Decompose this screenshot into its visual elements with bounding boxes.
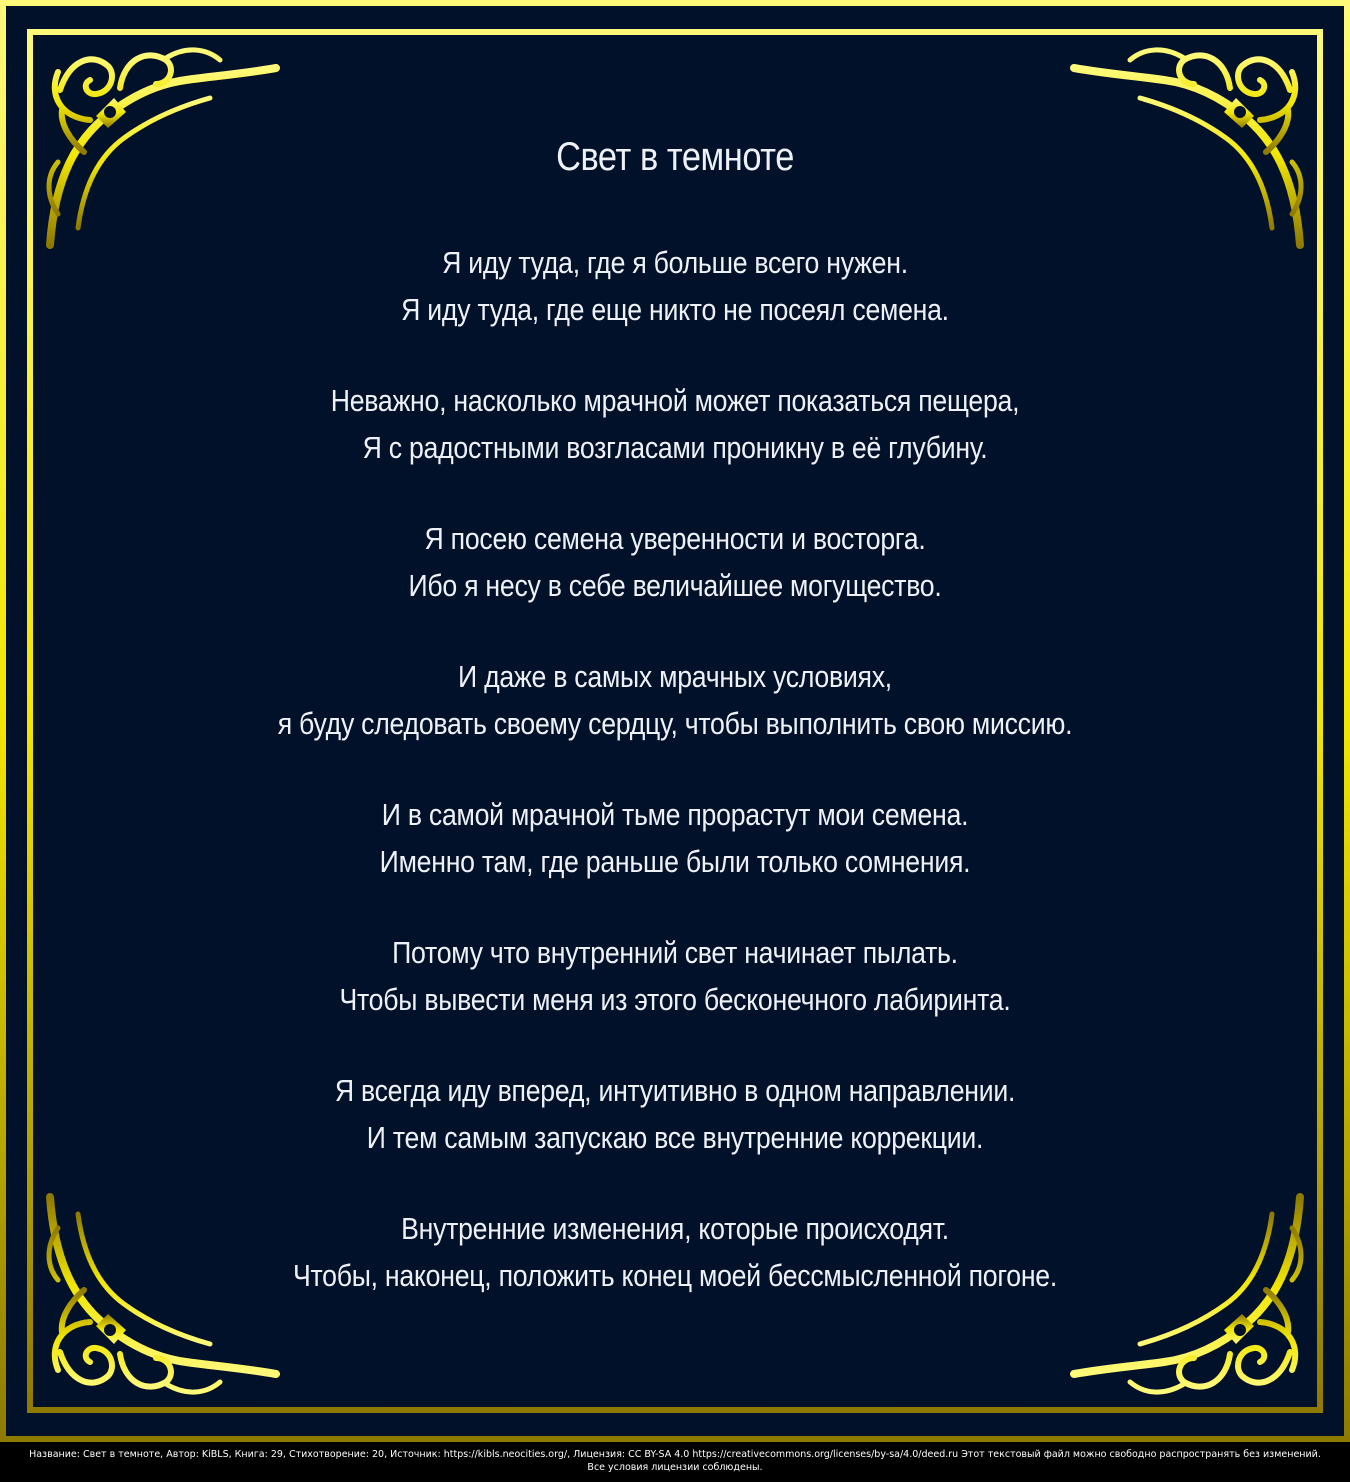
- poem-line: Чтобы вывести меня из этого бесконечного лабиринта.: [339, 981, 1011, 1017]
- poem-line: И даже в самых мрачных условиях,: [458, 659, 892, 694]
- poem-line: Я посею семена уверенности и восторга.: [424, 521, 926, 556]
- license-footer: Название: Свет в темноте, Автор: KiBLS, Книга: 29, Стихотворение: 20, Источник: https://kibls.neocities.org/, Лицензия: CC BY-SA 4.0 https://creativecommons.org/licenses/by-sa/4.0/deed.ru Этот текстовый файл можно свободно распространять без изменений. Все условия лицензии соблюдены.: [29, 1449, 1321, 1473]
- stanza: [120, 792, 1230, 885]
- poem-line: Я всегда иду вперед, интуитивно в одном направлении.: [334, 1073, 1016, 1108]
- stanza: [120, 240, 1230, 333]
- stanza: [120, 1206, 1230, 1299]
- poem-line: И тем самым запускаю все внутренние коррекции.: [366, 1119, 984, 1155]
- poem-line: Чтобы, наконец, положить конец моей бессмысленной погоне.: [292, 1257, 1058, 1293]
- poem-line: Потому что внутренний свет начинает пылать.: [392, 935, 958, 970]
- stanza: [120, 654, 1230, 747]
- poem-line: Я иду туда, где еще никто не посеял семена.: [401, 291, 949, 327]
- poem-line: Я с радостными возгласами проникну в её глубину.: [362, 429, 988, 465]
- poem-line: И в самой мрачной тьме прорастут мои семена.: [381, 797, 969, 832]
- poem-line: Неважно, насколько мрачной может показаться пещера,: [330, 383, 1020, 418]
- stanza: [120, 516, 1230, 609]
- stanza: [120, 930, 1230, 1023]
- poem-line: Внутренние изменения, которые происходят.: [401, 1211, 949, 1246]
- stanza: [120, 1068, 1230, 1161]
- poem-title: Свет в темноте: [556, 135, 794, 179]
- poem-line: я буду следовать своему сердцу, чтобы выполнить свою миссию.: [277, 705, 1073, 741]
- stanza: [120, 378, 1230, 471]
- poem-line: Я иду туда, где я больше всего нужен.: [442, 245, 908, 280]
- poem-line: Именно там, где раньше были только сомнения.: [379, 843, 971, 879]
- poem-line: Ибо я несу в себе величайшее могущество.: [408, 567, 942, 603]
- poem: [120, 128, 1230, 1344]
